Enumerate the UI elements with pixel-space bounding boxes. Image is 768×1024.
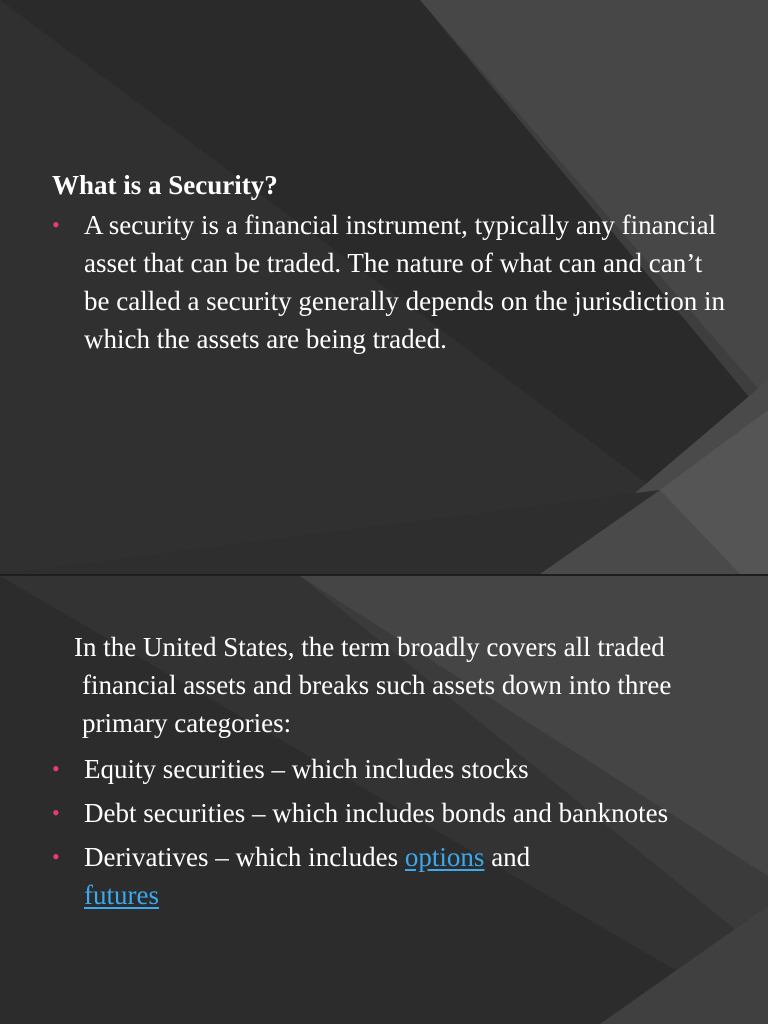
bullet-text: Debt securities – which includes bonds and banknotes bbox=[84, 798, 669, 828]
bullet-item-derivatives bbox=[52, 838, 732, 914]
bullet-icon: • bbox=[52, 844, 60, 869]
bullet-text: Equity securities – which includes stocks bbox=[84, 754, 529, 784]
futures-link[interactable]: futures bbox=[84, 880, 159, 910]
derivatives-middle: and bbox=[484, 842, 531, 872]
bullet-icon: • bbox=[52, 212, 60, 237]
bullet-text: A security is a financial instrument, typically any financial asset that can be traded. The nature of what can and can’t be called a security generally depends on the jurisdiction in which the assets are being traded. bbox=[84, 210, 726, 354]
bullet-item bbox=[52, 750, 732, 788]
slide-1-content bbox=[52, 166, 732, 364]
bullet-icon: • bbox=[52, 800, 60, 825]
bullet-icon: • bbox=[52, 756, 60, 781]
derivatives-prefix: Derivatives – which includes bbox=[84, 842, 405, 872]
slide-2 bbox=[0, 576, 768, 1024]
bullet-item bbox=[52, 206, 732, 358]
slide-2-content bbox=[52, 628, 732, 920]
slide-1-heading: What is a Security? bbox=[52, 170, 278, 200]
bullet-item bbox=[52, 794, 732, 832]
options-link[interactable]: options bbox=[404, 842, 485, 872]
intro-paragraph: In the United States, the term broadly covers all traded financial assets and breaks such assets down into three primary categories: bbox=[74, 632, 672, 738]
